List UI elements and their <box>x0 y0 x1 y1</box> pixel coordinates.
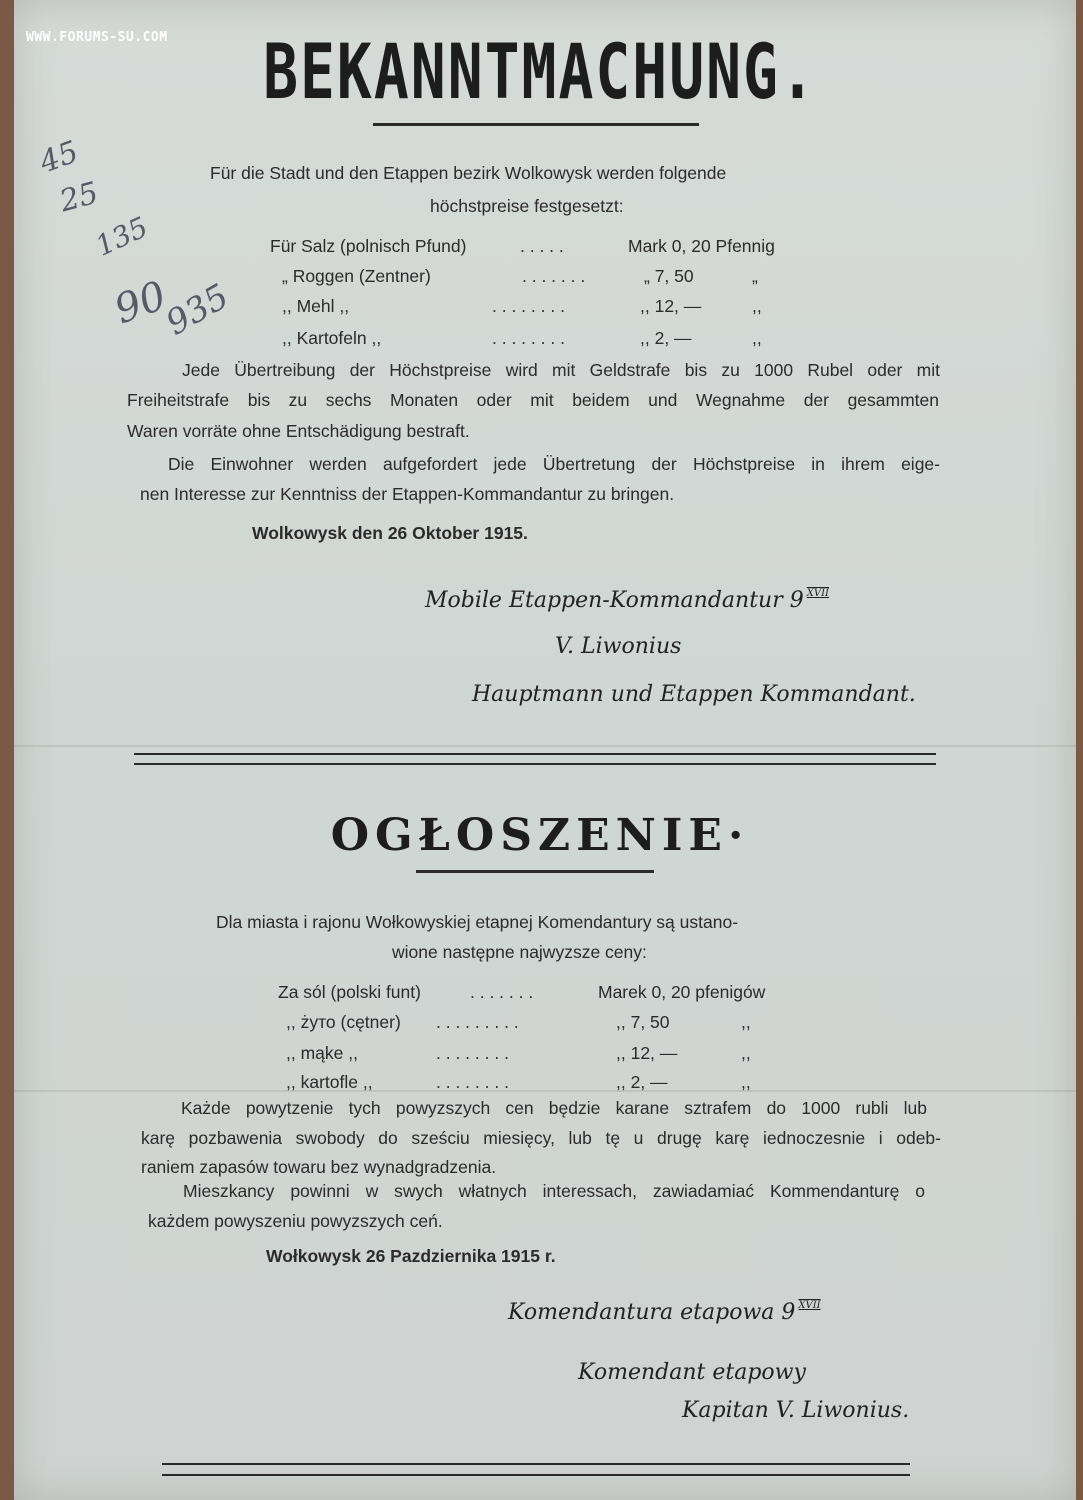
price-dots: . . . . . . . . <box>492 328 565 348</box>
title-underline <box>373 123 699 126</box>
polish-title: OGŁOSZENIE· <box>330 810 750 861</box>
price-row <box>286 1012 846 1034</box>
price-row <box>286 1043 846 1065</box>
ditto-mark: „ <box>752 266 758 286</box>
polish-citizens-line: każdem powyszeniu powyzszych ceń. <box>148 1211 443 1231</box>
handwritten-note: 25 <box>56 175 103 220</box>
price-dots: . . . . . <box>520 236 564 256</box>
german-signature-unit: Mobile Etappen-Kommandantur 9 $^{XVII}$ <box>425 588 829 613</box>
ditto-mark: ,, <box>741 1072 751 1092</box>
german-date: Wolkowysk den 26 Oktober 1915. <box>252 523 528 543</box>
polish-signature-rank: Komendant etapowy <box>578 1360 806 1385</box>
poster-paper <box>14 0 1076 1500</box>
price-row <box>270 236 830 258</box>
price-value: ,, 12, — <box>640 296 702 316</box>
price-item: ,, Kartofeln ,, <box>282 328 382 348</box>
divider <box>162 1463 910 1465</box>
price-value: ,, 2, — <box>616 1072 668 1092</box>
price-dots: . . . . . . . . <box>436 1072 509 1092</box>
polish-citizens-line: Mieszkancy powinni w swych włatnych interessach, zawiadamiać Kommendanturę o <box>183 1181 925 1201</box>
price-item: ,, żyто (cętner) <box>286 1012 401 1032</box>
price-value: ,, 2, — <box>640 328 692 348</box>
price-item: Za sól (polski funt) <box>278 982 421 1002</box>
german-citizens-line: Die Einwohner werden aufgefordert jede Übertretung der Höchstpreise in ihrem eige- <box>168 454 940 474</box>
price-dots: . . . . . . . <box>470 982 534 1002</box>
polish-date: Wołkowysk 26 Pazdziernika 1915 r. <box>266 1246 556 1266</box>
ditto-mark: ,, <box>741 1012 751 1032</box>
price-row <box>278 982 838 1004</box>
price-value: ,, 7, 50 <box>616 1012 670 1032</box>
handwritten-note: 45 <box>35 134 84 181</box>
polish-penalty-line: raniem zapasów towaru bez wynadgradzenia. <box>141 1157 497 1177</box>
price-item: ,, mąke ,, <box>286 1043 358 1063</box>
polish-intro-line: Dla miasta i rajonu Wołkowyskiej etapnej Komendantury są ustano- <box>216 912 739 932</box>
german-signature-name: V. Liwonius <box>555 634 682 659</box>
price-row <box>286 1072 846 1094</box>
polish-signature-name: Kapitan V. Liwonius. <box>682 1398 910 1423</box>
price-row <box>282 266 842 288</box>
title-underline <box>416 870 654 873</box>
polish-signature-unit: Komendantura etapowa 9 $^{XVII}$ <box>508 1300 821 1325</box>
handwritten-note: 135 <box>90 210 153 263</box>
german-signature-rank: Hauptmann und Etappen Kommandant. <box>472 682 916 707</box>
price-item: ,, Mehl ,, <box>282 296 350 316</box>
price-row <box>282 296 842 318</box>
german-penalty-line: Freiheitstrafe bis zu sechs Monaten oder mit beidem und Wegnahme der gesammten <box>127 390 939 410</box>
divider <box>162 1474 910 1476</box>
price-dots: . . . . . . . . . <box>436 1012 519 1032</box>
ditto-mark: ,, <box>752 328 762 348</box>
price-item: Für Salz (polnisch Pfund) <box>270 236 467 256</box>
polish-penalty-line: Każde powytzenie tych powyzszych cen będzie karane sztrafem do 1000 rubli lub <box>181 1098 927 1118</box>
ditto-mark: ,, <box>741 1043 751 1063</box>
handwritten-note: 935 <box>159 276 236 344</box>
german-title: BEKANNTMACHUNG. <box>263 28 817 117</box>
price-dots: . . . . . . . <box>522 266 586 286</box>
divider <box>134 763 936 765</box>
price-value: Mark 0, 20 Pfennig <box>628 236 775 256</box>
watermark: WWW.FORUMS-SU.COM <box>26 30 168 45</box>
polish-penalty-line: karę pozbawenia swobody do sześciu miesięcy, lub tę u drugę karę iednoczesnie i odeb- <box>141 1128 941 1148</box>
price-row <box>282 328 842 350</box>
german-penalty-line: Waren vorräte ohne Entschädigung bestraft. <box>127 421 470 441</box>
fold-line <box>14 745 1076 747</box>
price-dots: . . . . . . . . <box>436 1043 509 1063</box>
german-intro-line: Für die Stadt und den Etappen bezirk Wolkowysk werden folgende <box>210 163 727 183</box>
polish-intro-line: wione następne najwyzsze ceny: <box>392 942 647 962</box>
price-dots: . . . . . . . . <box>492 296 565 316</box>
german-citizens-line: nen Interesse zur Kenntniss der Etappen-Kommandantur zu bringen. <box>140 484 675 504</box>
price-item: ,, kartofle ,, <box>286 1072 373 1092</box>
german-intro-line: höchstpreise festgesetzt: <box>430 196 624 216</box>
german-penalty-line: Jede Übertreibung der Höchstpreise wird mit Geldstrafe bis zu 1000 Rubel oder mit <box>182 360 940 380</box>
ditto-mark: ,, <box>752 296 762 316</box>
price-value: ,, 12, — <box>616 1043 678 1063</box>
price-value: „ 7, 50 <box>644 266 694 286</box>
divider <box>134 753 936 755</box>
price-item: „ Roggen (Zentner) <box>282 266 431 286</box>
price-value: Marek 0, 20 pfenigów <box>598 982 766 1002</box>
handwritten-note: 90 <box>108 272 173 334</box>
